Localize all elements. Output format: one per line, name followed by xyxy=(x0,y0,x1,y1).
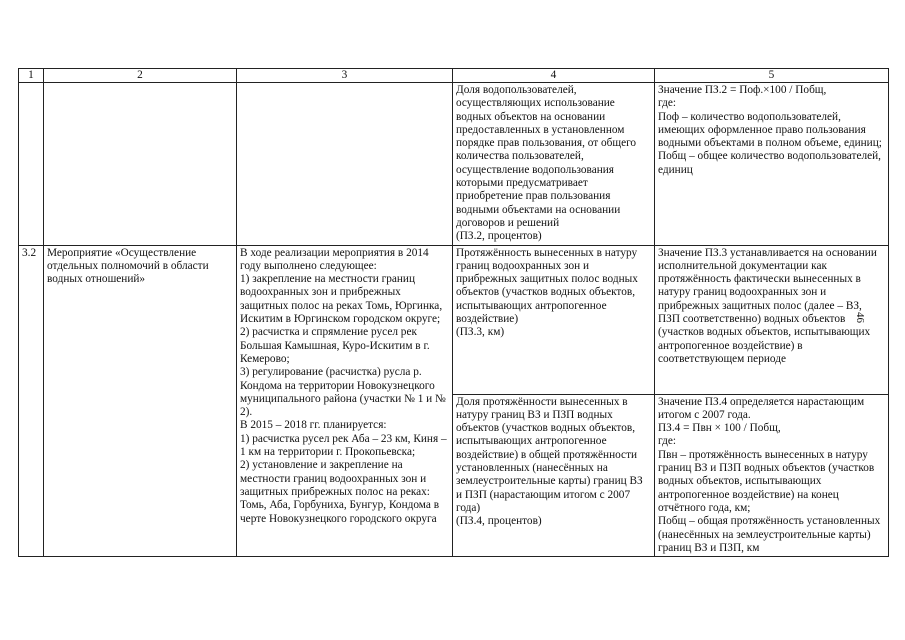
table-row-3-2 xyxy=(19,245,889,394)
indicator-pz3: Протяжённость вынесенных в натуру границ водоохранных зон и прибрежных защитных полос водных объектов (участков водных объектов, испытывающих антропогенное воздействие) (ПЗ.3, км) xyxy=(453,245,655,394)
header-col-4: 4 xyxy=(453,69,655,83)
formula-pz2: Значение ПЗ.2 = Поф.×100 / Побщ, где: Поф – количество водопользователей, имеющих оформленное право пользования водными объектами в полном объеме, единиц; Побщ – общее количество водопользователей, единиц xyxy=(655,83,889,246)
description-cell xyxy=(237,83,453,246)
measure-description: В ходе реализации мероприятия в 2014 году выполнено следующее: 1) закрепление на местности границ водоохранных зон и прибрежных защитных полос на реках Томь, Юргинка, Искитим в Юргинском городском округе; 2) расчистка и спрямление русел рек Большая Камышная, Куро-Искитим в г. Кемерово; 3) регулирование (расчистка) русла р. Кондома на территории Новокузнецкого муниципального района (участки № 1 и № 2). В 2015 – 2018 гг. планируется: 1) расчистка русел рек Аба – 23 км, Киня – 1 км на территории г. Прокопьевска; 2) установление и закрепление на местности границ водоохранных зон и защитных прибрежных полос на реках: Томь, Аба, Горбуниха, Бунгур, Кондома в черте Новокузнецкого городского округа xyxy=(237,245,453,557)
header-col-5: 5 xyxy=(655,69,889,83)
measure-cell xyxy=(44,83,237,246)
indicator-pz4: Доля протяжённости вынесенных в натуру границ ВЗ и ПЗП водных объектов (участков водных объектов, испытывающих антропогенное воздействие) в общей протяжённости установленных (нанесённых на землеустроительные карты) границ ВЗ и ПЗП (нарастающим итогом с 2007 года) (ПЗ.4, процентов) xyxy=(453,394,655,557)
header-col-2: 2 xyxy=(44,69,237,83)
table-row-continued xyxy=(19,83,889,246)
header-col-3: 3 xyxy=(237,69,453,83)
row-number-cell xyxy=(19,83,44,246)
program-table xyxy=(18,68,889,557)
formula-pz4: Значение ПЗ.4 определяется нарастающим итогом с 2007 года. ПЗ.4 = Пвн × 100 / Побщ, где: Пвн – протяжённость вынесенных в натуру границ ВЗ и ПЗП водных объектов (участков водных объектов, испытывающих антропогенное воздействие) на конец отчётного года, км; Побщ – общая протяжённость установленных (нанесённых на землеустроительные карты) границ ВЗ и ПЗП, км xyxy=(655,394,889,557)
indicator-pz2: Доля водопользователей, осуществляющих использование водных объектов на основании предоставленных в установленном порядке прав пользования, от общего количества пользователей, осуществление водопользования которыми предусматривает приобретение прав пользования водными объектами на основании договоров и решений (ПЗ.2, процентов) xyxy=(453,83,655,246)
measure-name: Мероприятие «Осуществление отдельных полномочий в области водных отношений» xyxy=(44,245,237,557)
header-row xyxy=(19,69,889,83)
row-number: 3.2 xyxy=(19,245,44,557)
page-number: 46 xyxy=(854,312,866,323)
header-col-1: 1 xyxy=(19,69,44,83)
formula-pz3: Значение ПЗ.3 устанавливается на основании исполнительной документации как протяжённость фактически вынесенных в натуру границ водоохранных зон и прибрежных защитных полос (далее – ВЗ, ПЗП соответственно) водных объектов (участков водных объектов, испытывающих антропогенное воздействие) в соответствующем периоде xyxy=(655,245,889,394)
